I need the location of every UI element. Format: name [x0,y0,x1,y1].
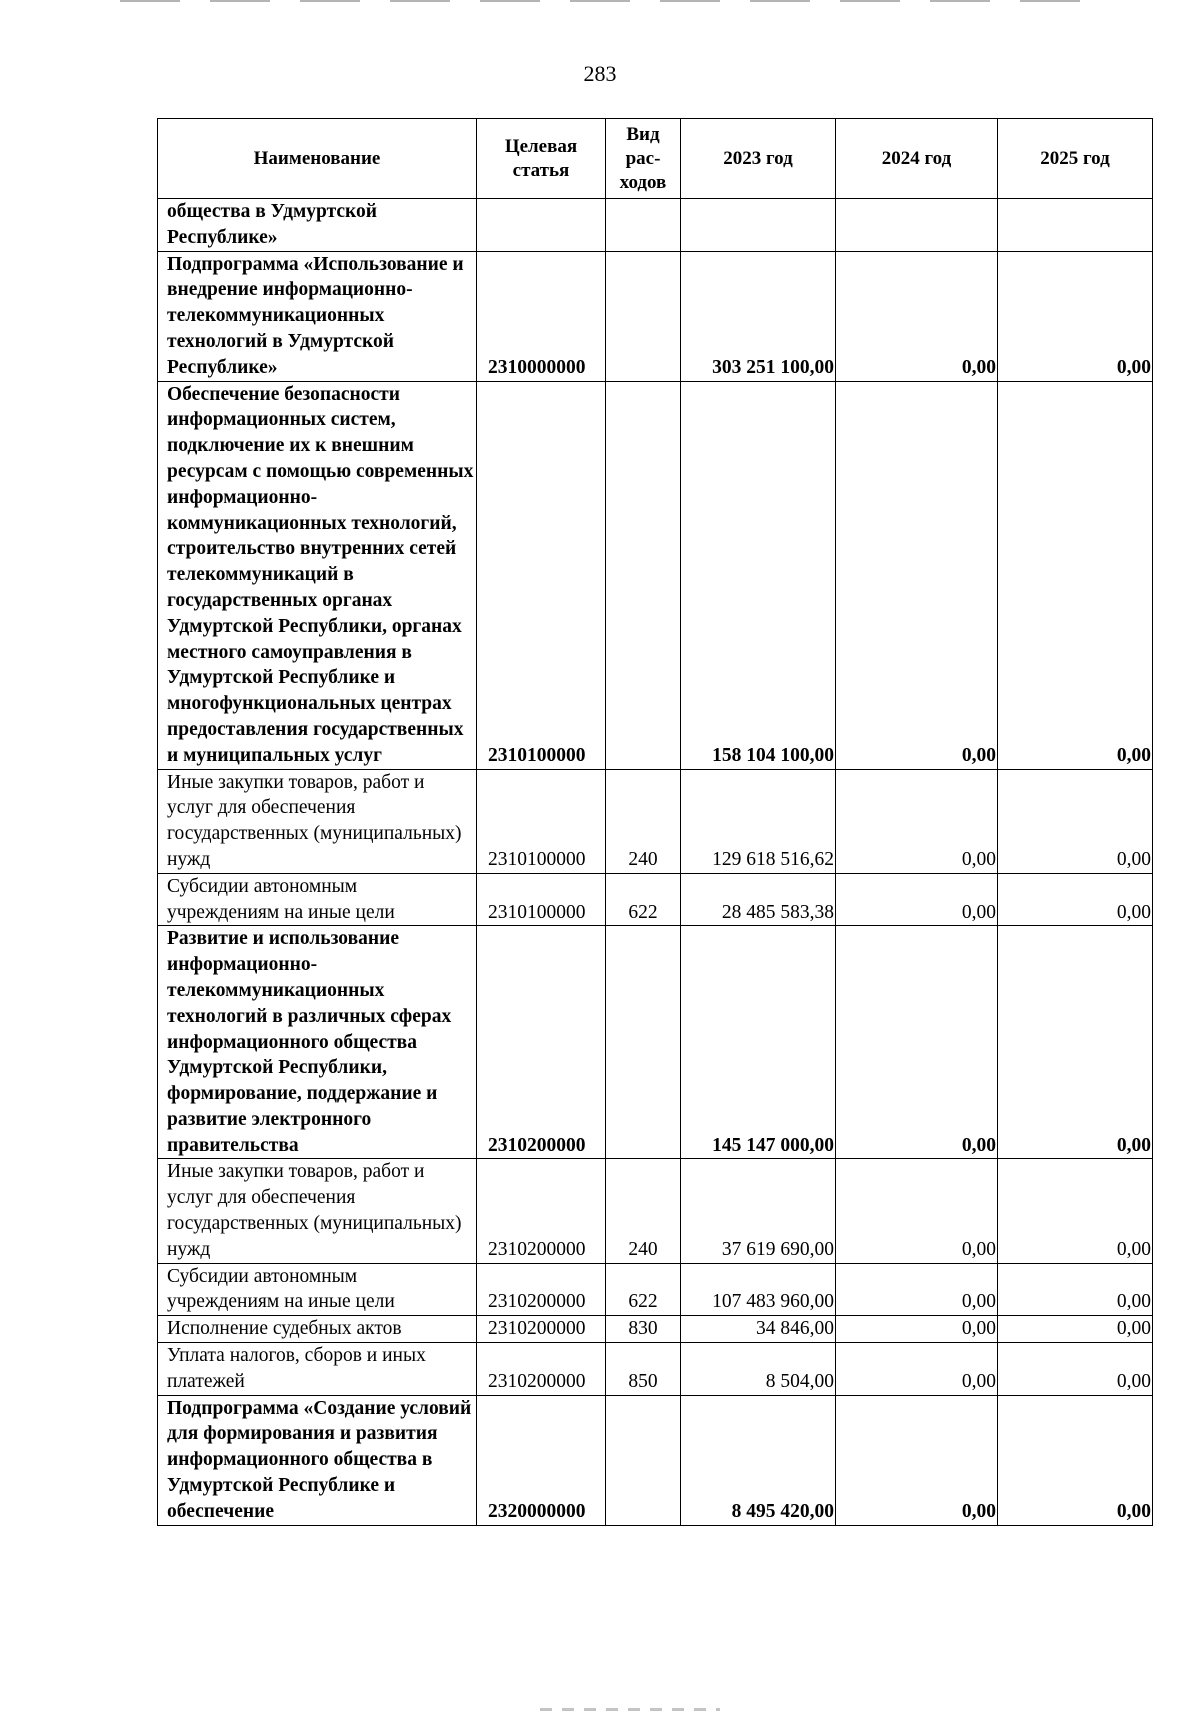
cell-expense-type [606,251,681,381]
cell-2024: 0,00 [836,1263,998,1316]
cell-target-article: 2310200000 [477,926,606,1159]
cell-expense-type [606,926,681,1159]
header-2024: 2024 год [836,119,998,199]
header-2023: 2023 год [681,119,836,199]
table-header-row [158,119,1153,199]
cell-target-article: 2310100000 [477,769,606,873]
header-expense-type: Вид рас-ходов [606,119,681,199]
cell-target-article: 2310100000 [477,381,606,769]
cell-2024: 0,00 [836,926,998,1159]
cell-2025: 0,00 [998,769,1153,873]
cell-name: Уплата налогов, сборов и иных платежей [158,1343,477,1396]
cell-2023 [681,199,836,252]
table-row [158,1343,1153,1396]
table-row [158,1263,1153,1316]
cell-expense-type: 240 [606,1159,681,1263]
cell-name: общества в Удмуртской Республике» [158,199,477,252]
cell-name: Подпрограмма «Использование и внедрение информационно-телекоммуникационных технологий в Удмуртской Республике» [158,251,477,381]
cell-2023: 8 495 420,00 [681,1395,836,1525]
cell-2023: 145 147 000,00 [681,926,836,1159]
cell-2025: 0,00 [998,1159,1153,1263]
cell-2023: 28 485 583,38 [681,873,836,926]
header-target-article: Целевая статья [477,119,606,199]
cell-expense-type [606,199,681,252]
table-body [158,199,1153,1526]
cell-2023: 8 504,00 [681,1343,836,1396]
cell-2024: 0,00 [836,1159,998,1263]
table-row [158,1395,1153,1525]
cell-2024: 0,00 [836,769,998,873]
cell-target-article: 2310200000 [477,1343,606,1396]
cell-2024: 0,00 [836,1395,998,1525]
cell-name: Иные закупки товаров, работ и услуг для обеспечения государственных (муниципальных) нужд [158,1159,477,1263]
cell-name: Обеспечение безопасности информационных систем, подключение их к внешним ресурсам с помощью современных информационно-коммуникационных технологий, строительство внутренних сетей телекоммуникаций в государственных органах Удмуртской Республики, органах местного самоуправления в Удмуртской Республике и многофункциональных центрах предоставления государственных и муниципальных услуг [158,381,477,769]
table-row [158,1159,1153,1263]
page-number: 283 [583,61,617,86]
cell-2023: 34 846,00 [681,1316,836,1343]
cell-name: Исполнение судебных актов [158,1316,477,1343]
table-row [158,251,1153,381]
cell-2024: 0,00 [836,381,998,769]
cell-2024: 0,00 [836,1316,998,1343]
cell-2023: 303 251 100,00 [681,251,836,381]
cell-2025 [998,199,1153,252]
cell-expense-type [606,381,681,769]
cell-2024: 0,00 [836,251,998,381]
table-row [158,873,1153,926]
cell-2025: 0,00 [998,1395,1153,1525]
cell-2024: 0,00 [836,873,998,926]
cell-expense-type: 622 [606,873,681,926]
cell-2025: 0,00 [998,873,1153,926]
table-row [158,769,1153,873]
cell-expense-type: 622 [606,1263,681,1316]
cell-target-article [477,199,606,252]
cell-2024 [836,199,998,252]
cell-target-article: 2310200000 [477,1316,606,1343]
cell-target-article: 2310000000 [477,251,606,381]
cell-name: Подпрограмма «Создание условий для формирования и развития информационного общества в Удмуртской Республике и обеспечение [158,1395,477,1525]
scan-edge-top [120,0,1080,2]
header-2025: 2025 год [998,119,1153,199]
cell-name: Иные закупки товаров, работ и услуг для обеспечения государственных (муниципальных) нужд [158,769,477,873]
cell-2023: 37 619 690,00 [681,1159,836,1263]
table-row [158,926,1153,1159]
cell-2025: 0,00 [998,926,1153,1159]
scan-edge-bottom [540,1708,720,1711]
table-row [158,1316,1153,1343]
cell-2024: 0,00 [836,1343,998,1396]
budget-table [157,118,1153,1526]
cell-target-article: 2320000000 [477,1395,606,1525]
cell-name: Субсидии автономным учреждениям на иные цели [158,873,477,926]
cell-expense-type: 240 [606,769,681,873]
cell-expense-type: 830 [606,1316,681,1343]
table-row [158,381,1153,769]
cell-name: Развитие и использование информационно-телекоммуникационных технологий в различных сферах информационного общества Удмуртской Республики, формирование, поддержание и развитие электронного правительства [158,926,477,1159]
cell-2023: 107 483 960,00 [681,1263,836,1316]
cell-2025: 0,00 [998,1263,1153,1316]
table-row [158,199,1153,252]
cell-2025: 0,00 [998,251,1153,381]
cell-expense-type: 850 [606,1343,681,1396]
cell-expense-type [606,1395,681,1525]
cell-name: Субсидии автономным учреждениям на иные цели [158,1263,477,1316]
cell-target-article: 2310100000 [477,873,606,926]
cell-2023: 158 104 100,00 [681,381,836,769]
cell-2025: 0,00 [998,381,1153,769]
cell-2023: 129 618 516,62 [681,769,836,873]
header-name: Наименование [158,119,477,199]
cell-target-article: 2310200000 [477,1159,606,1263]
cell-2025: 0,00 [998,1316,1153,1343]
cell-2025: 0,00 [998,1343,1153,1396]
cell-target-article: 2310200000 [477,1263,606,1316]
